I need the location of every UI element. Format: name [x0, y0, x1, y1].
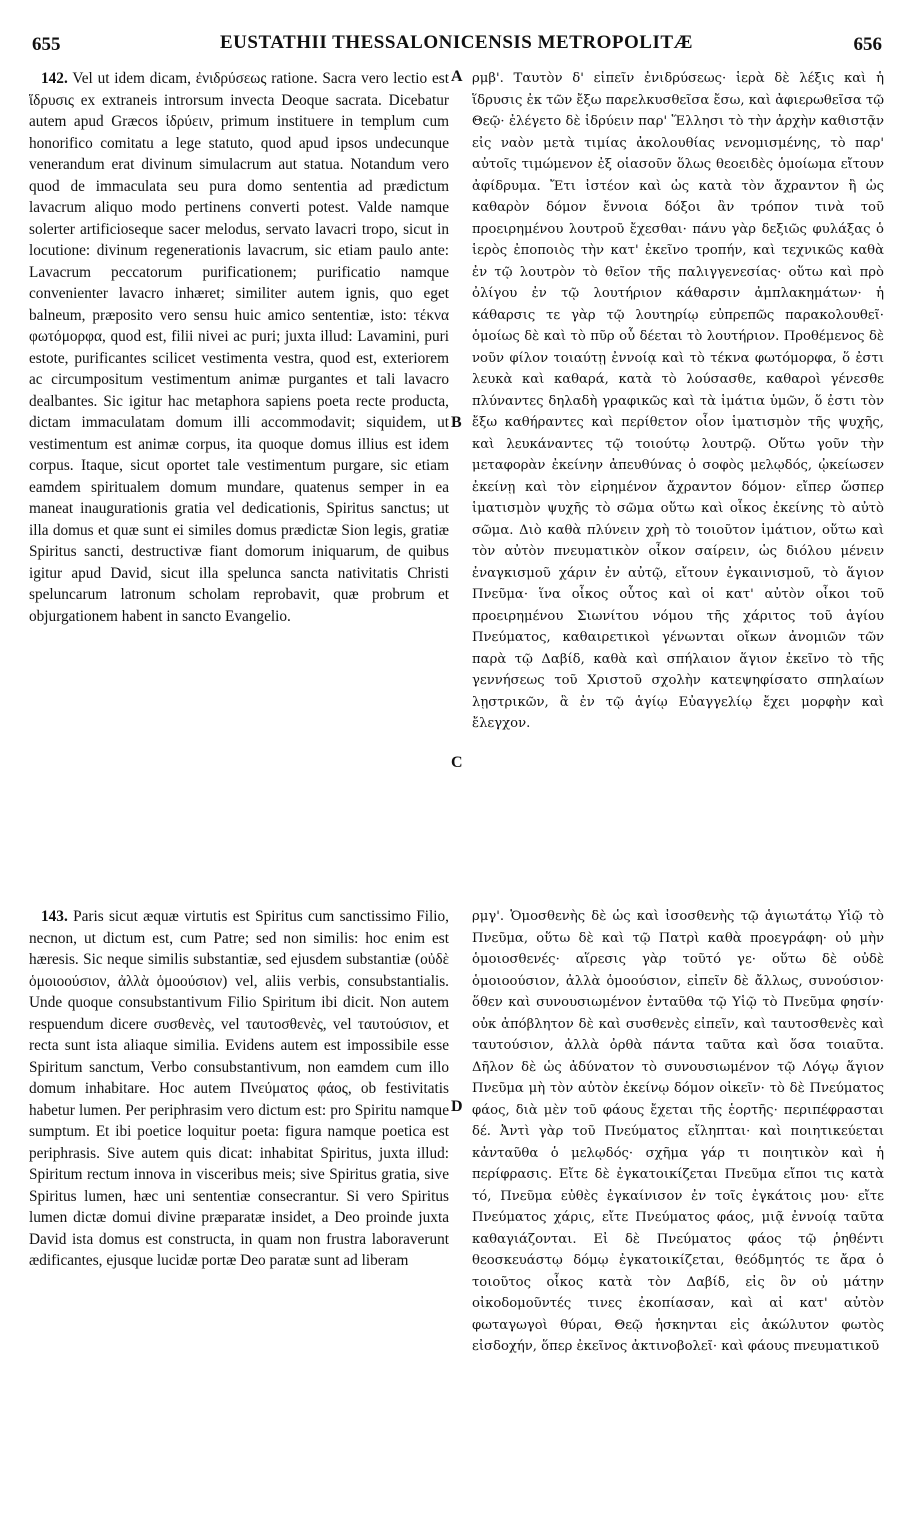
margin-marker-d: D	[451, 1098, 463, 1115]
latin-paragraph	[29, 906, 449, 1272]
section-142-greek	[472, 68, 884, 735]
page-number-left: 655	[32, 34, 61, 55]
page-number-right: 656	[853, 34, 882, 55]
margin-marker-b: B	[451, 414, 462, 431]
section-142-latin	[29, 68, 449, 627]
latin-text: Paris sicut æquæ virtutis est Spiritus cum sanctissimo Filio, necnon, ut dictum est, cum Patre; sed non similis: hoc enim est hæresis. Sic neque similis substantiæ, sed ejusdem substantiæ (οὐδὲ ὁμοιοούσιον, ἀλλὰ ὁμοούσιον) vel, aliis verbis, consubstantialis. Unde quoque consubstantivum Filio Spiritum ibi dicit. Non autem respuendum dicere συσθενὲς, vel ταυτοσθενὲς, vel ταυτούσιον, et recta sunt ista aliaque similia. Evidens autem est impossibile esse Spiritum sanctum, Verbo consubstantivum, non eamdem cum illo domum inhabitare. Hoc autem Πνεύματος φάος, ob festivitatis habetur lumen. Per periphrasim vero dictum est: pro Spiritu namque sumptum. Et ibi poetice loquitur poeta: figura namque poetica est periphrasis. Sive autem quis dicat: inhabitat Spiritus, juxta illud: Spiritum rectum innova in visceribus meis; sive Spiritus gratia, sive Spiritus lumen, hæc uni sententiæ consecrantur. Si vero Spiritus lumen dictæ domui divine præparatæ insidet, a Deo proinde juxta David ista domus est constructa, in quam non frustra laboraverunt ædificantes, ejusque lucidæ portæ Deo paratæ sunt ad liberam	[29, 908, 449, 1269]
margin-marker-a: A	[451, 68, 463, 85]
section-number: 142.	[41, 70, 68, 87]
running-header	[0, 0, 913, 56]
greek-paragraph: ρμγ'. Ὁμοσθενὴς δὲ ὡς καὶ ἰσοσθενὴς τῷ ἁγιωτάτῳ Υἱῷ τὸ Πνεῦμα, οὕτω δὲ καὶ τῷ Πατρὶ καθὰ προεγράφη· οὐ μὴν ὁμοιοσθενές· αἵρεσις γὰρ τοῦτό γε· οὕτω δὲ οὐδὲ ὁμοιοούσιον, ἀλλὰ ὁμοούσιον, εἰπεῖν δὲ ἄλλως, συνούσιον· ὅθεν καὶ συνουσιωμένον ἐνταῦθα τῷ Υἱῷ τὸ Πνεῦμα φησίν· οὐκ ἀπόβλητον δὲ καὶ συσθενὲς εἰπεῖν, καὶ ταυτοσθενὲς καὶ ταυτούσιον, ἀλλὰ ὀρθὰ πάντα ταῦτα καὶ ὅσα τοιαῦτα. Δῆλον δὲ ὡς ἀδύνατον τὸ συνουσιωμένον τῷ Λόγῳ ἅγιον Πνεῦμα μὴ τὸν αὐτὸν ἐκείνῳ δόμον οἰκεῖν· τὸ δὲ Πνεύματος φάος, διὰ μὲν τοῦ φάους ἔχεται τῆς ἑορτῆς· περιπέφρασται δέ. Ἀντὶ γὰρ τοῦ Πνεύματος εἴληπται· καὶ ποιητικεύεται κἀνταῦθα ὁ μελῳδός· σχῆμα γάρ τι ποιητικὸν καὶ ἡ περίφρασις. Εἴτε δὲ ἐγκατοικίζεται Πνεῦμα εἴποι τις κατὰ τό, Πνεῦμα εὐθὲς ἐγκαίνισον ἐν τοῖς ἐγκάτοις μου· εἴτε Πνεύματος χάρις, εἴτε Πνεύματος φάος, μιᾷ ἐννοίᾳ ταῦτα καθαγιάζονται. Εἰ δὲ Πνεύματος φάος τῷ ῥηθέντι θεοσκευάστῳ δόμῳ ἐγκατοικίζεται, θεόδμητός τε ἄρα ὁ τοιοῦτος οἶκος κατὰ τὸν Δαβίδ, εἰς ὃν οὐ μάτην οἰκοδομοῦντές τινες ἐκοπίασαν, καὶ αἱ κατ' αὐτὸν φωταγωγοὶ θύραι, Θεῷ ἡσκηνται εἰς ἀκώλυτον φωτὸς εἰσδοχήν, ὅπερ ἐκεῖνος ἀκτινοβολεῖ· καὶ φάους πνευματικοῦ	[472, 909, 884, 1354]
section-143-latin	[29, 906, 449, 1272]
latin-text: Vel ut idem dicam, ἐνιδρύσεως ratione. Sacra vero lectio est ἵδρυσις ex extraneis introrsum invecta Deoque sacrata. Dicebatur autem apud Græcos ἱδρύειν, primum instituere in templum cum honorifico comitatu a lege statuto, quod apud ipsos undecunque venerandum erat divinum simulacrum aut statua. Notandum vero quod de immaculata seu pura domo sententia ad prædictum lavacrum aliquo modo pertinens converti potest. Valde namque solerter artificioseque sacer melodus, servato lavacri tropo, sicut in locutione: divinum regenerationis lavacrum, sic etiam paulo ante: Lavacrum peccatorum purificationem; purificatio namque convenienter lavacro inhæret; similiter autem ignis, quo eget balneum, præposito vero sensu huic amico sententiæ, isto: τέκνα φωτόμορφα, quod est, filii nivei ac puri; juxta illud: Lavamini, puri estote, purificantes scilicet vestimenta vestra, quod est, exteriorem ac circumpositum vestimentum animæ purgantes et tali lavacro dealbantes. Sic igitur hac metaphora sapiens poeta recte producta, dictam immaculatam domum illi accommodavit; siquidem, ut vestimentum est animæ corpus, ita quoque domus illius est idem corpus. Itaque, sicut oportet tale vestimentum purgare, sic etiam eamdem spiritualem domum mundare, quatenus semper in ea maneat inaugurationis gratia vel dedicationis, Spiritus sanctus; ut illa domus et quæ sunt ei similes domus prædictæ Sion legis, gratiæ Spiritus sancti, destructivæ fiant domorum iniquarum, de quibus igitur apud David, sicut illa spelunca sancta nativitatis Christi speluncarum latronum scholam reprobavit, quæ probrum et objurgationem habent in sancto Evangelio.	[29, 70, 449, 625]
section-143-greek	[472, 906, 884, 1358]
section-number: 143.	[41, 908, 68, 925]
latin-paragraph	[29, 68, 449, 627]
greek-paragraph: ρμβ'. Ταυτὸν δ' εἰπεῖν ἐνιδρύσεως· ἱερὰ δὲ λέξις καὶ ἡ ἵδρυσις ἐκ τῶν ἔξω παρελκυσθεῖσα ἔσω, καὶ ἀφιερωθεῖσα τῷ Θεῷ· ἐλέγετο δὲ ἱδρύειν παρ' Ἕλλησι τὸ τὴν ἀρχὴν καθιστᾷν εἰς ναὸν μετὰ τιμίας ἀκολουθίας νενομισμένης, τὸ παρ' αὐτοῖς τιμώμενον ἐξ οἱασοῦν ὅλως θεοειδὲς ὁμοίωμα εἴτουν ἀφίδρυμα. Ἔτι ἰστέον καὶ ὡς κατὰ τὸν ἄχραντον ἢ ὡς καθαρὸν δόμον ἔννοια δόξοι ἂν τρόπον τινὰ τοῦ προειρημένου λουτροῦ ἔχεσθαι· πάνυ γὰρ δεξιῶς φυλάξας ὁ ἱερὸς ἐποποιὸς τὴν κατ' ἐκεῖνο τροπήν, καὶ τεχνικῶς καθὰ ἐν τῷ λουτρὸν τὸ θεῖον τῆς παλιγγενεσίας· οὕτω καὶ πρὸ ὀλίγου ἐν τῷ λουτήριον κάθαρσιν ἀμπλακημάτων· ἡ κάθαρσις τε γὰρ τῷ λουτηρίῳ εὐπρεπῶς παρακολουθεῖ· ὁμοίως δὲ καὶ τὸ πῦρ οὗ δέεται τὸ λουτήριον. Προθέμενος δὲ νοῦν φίλον τοιαύτῃ ἐννοίᾳ καὶ τὸ τέκνα φωτόμορφα, ὅ ἐστι λευκὰ καὶ καθαρά, κατὰ τὸ λούσασθε, καθαροὶ γένεσθε πλύναντες δηλαδὴ γραφικῶς καὶ τὰ ἱμάτια ὑμῶν, ὅ ἐστι τὸν ἔξω καθήραντες καὶ περίθετον οἷον ἱματισμὸν τῆς ψυχῆς, καὶ λευκάναντες τῷ τοιούτῳ λουτρῷ. Οὕτω γοῦν τὴν μεταφορὰν ἐκείνην ἀπευθύνας ὁ σοφὸς μελῳδός, ᾠκείωσεν ἐκείνῃ καὶ τὸν εἰρημένον ἄχραντον δόμον· εἴπερ ὥσπερ ἱματισμὸν ψυχῆς τὸ σῶμα οὕτω καὶ οἶκος ἐκείνης τὸ αὐτὸ σῶμα. Διὸ καθὰ πλύνειν χρὴ τὸ τοιοῦτον ἱμάτιον, οὕτω καὶ τὸν αὐτὸν πνευματικὸν οἶκον σαίρειν, ὡς διόλου μένειν ἐναγκισμοῦ χάριν ἐν αὐτῷ, εἴτουν ἐγκαινισμοῦ, τὸ ἅγιον Πνεῦμα· ἵνα οἶκος οὗτος καὶ οἱ κατ' αὐτὸν οἶκοι τοῦ προειρημένου Σιωνίτου νόμου τῆς χάριτος τοῦ ἁγίου Πνεύματος, καθαιρετικοὶ γένωνται οἴκων ἀνομιῶν τῶν παρὰ τῷ Δαβίδ, καθὰ καὶ σπήλαιον ἅγιον ἐκεῖνο τὸ τῆς γεννήσεως τοῦ Χριστοῦ σχολὴν κατεψηφίσατο σπηλαίων λῃστρικῶν, ἃ ἐν τῷ ἁγίῳ Εὐαγγελίῳ ἔχει μορφὴν καὶ ἔλεγχον.	[472, 71, 884, 731]
running-title: EUSTATHII THESSALONICENSIS METROPOLITÆ	[219, 32, 694, 53]
margin-marker-c: C	[451, 754, 463, 771]
